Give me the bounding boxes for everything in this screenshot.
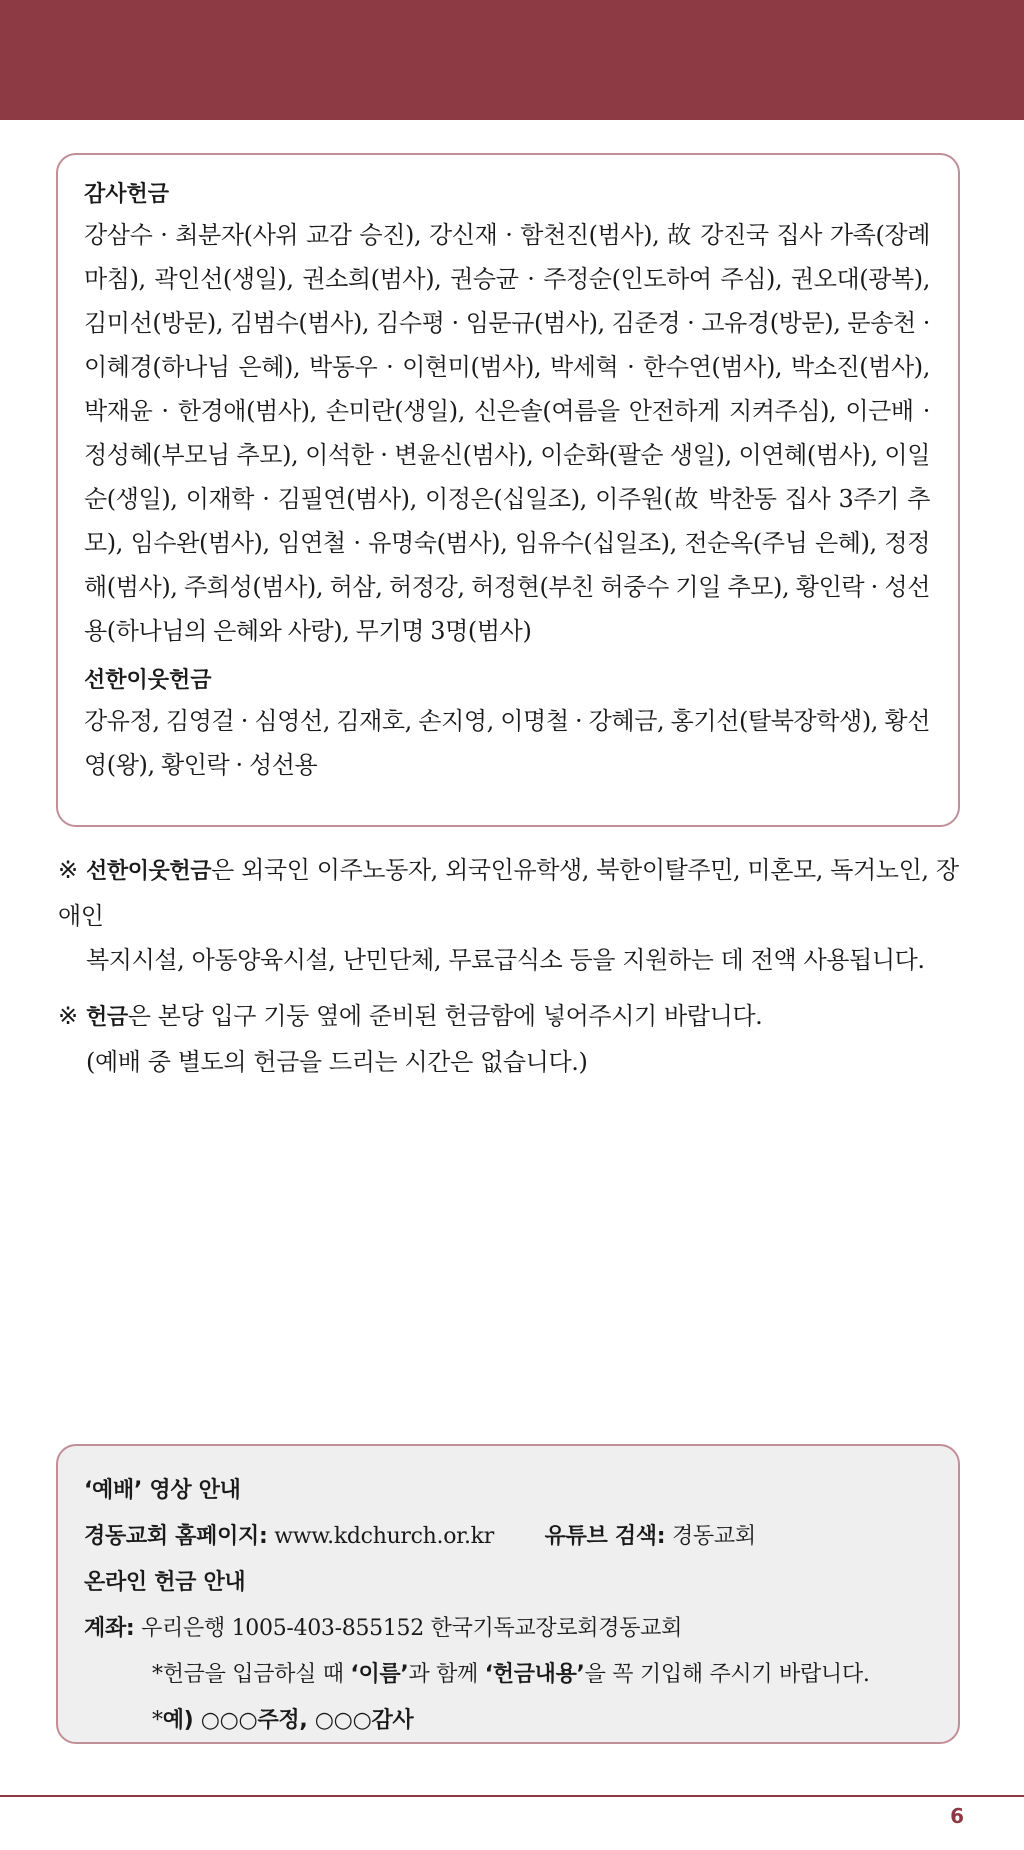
page-number: 6: [950, 1804, 964, 1828]
video-guide-title: ‘예배’ 영상 안내: [84, 1478, 241, 1503]
youtube-search-term: 경동교회: [671, 1524, 756, 1549]
account-value: 우리은행 1005-403-855152 한국기독교장로회경동교회: [141, 1616, 683, 1641]
offering-notes: [58, 848, 968, 1096]
worship-info-box: [56, 1444, 960, 1744]
deposit-example-text: 예) ○○○주정, ○○○감사: [162, 1708, 414, 1733]
note-keyword: 선한이웃헌금: [86, 859, 212, 884]
offering-list-box: [56, 153, 960, 827]
homepage-url[interactable]: www.kdchurch.or.kr: [274, 1524, 494, 1549]
note-neighbor-usage: [58, 848, 968, 982]
note-continuation: (예배 중 별도의 헌금을 드리는 시간은 없습니다.): [86, 1048, 588, 1076]
note-offering-box: [58, 994, 968, 1084]
deposit-example: [84, 1698, 930, 1744]
note-text: 은 외국인 이주노동자, 외국인유학생, 북한이탈주민, 미혼모, 독거노인, 장애인: [58, 856, 959, 930]
deposit-note-text: *헌금을 입금하실 때: [152, 1662, 351, 1687]
footer-rule: [0, 1795, 1024, 1797]
thanksgiving-title: 감사헌금: [84, 182, 170, 207]
note-continuation: 복지시설, 아동양육시설, 난민단체, 무료급식소 등을 지원하는 데 전액 사용됩니다.: [86, 946, 925, 974]
account-label: 계좌:: [84, 1616, 135, 1641]
homepage-line: [84, 1514, 930, 1560]
deposit-note-content: ‘헌금내용’: [484, 1662, 585, 1687]
neighbor-offering-list: 강유정, 김영걸 · 심영선, 김재호, 손지영, 이명철 · 강혜금, 홍기선(탈북장학생), 황선영(왕), 황인락 · 성선용: [84, 707, 930, 779]
reference-mark: ※: [58, 1002, 78, 1030]
header-band: [0, 0, 1024, 120]
note-text: 은 본당 입구 기둥 옆에 준비된 헌금함에 넣어주시기 바랍니다.: [127, 1002, 763, 1030]
deposit-note-name: ‘이름’: [350, 1662, 409, 1687]
online-offering-title: 온라인 헌금 안내: [84, 1570, 246, 1595]
note-keyword: 헌금: [86, 1005, 128, 1030]
homepage-label: 경동교회 홈페이지:: [84, 1524, 268, 1549]
deposit-note-text: 을 꼭 기입해 주시기 바랍니다.: [584, 1662, 870, 1687]
thanksgiving-list: 강삼수 · 최분자(사위 교감 승진), 강신재 · 함천진(범사), 故 강진국 집사 가족(장례 마침), 곽인선(생일), 권소희(범사), 권승균 · 주정순(인도하여 주심), 권오대(광복), 김미선(방문), 김범수(범사), 김수평 · 임문규(범사), 김준경 · 고유경(방문), 문송천 · 이혜경(하나님 은혜), 박동우 · 이현미(범사), 박세혁 · 한수연(범사), 박소진(범사), 박재윤 · 한경애(범사), 손미란(생일), 신은솔(여름을 안전하게 지켜주심), 이근배 · 정성혜(부모님 추모), 이석한 · 변윤신(범사), 이순화(팔순 생일), 이연혜(범사), 이일순(생일), 이재학 · 김필연(범사), 이정은(십일조), 이주원(故 박찬동 집사 3주기 추모), 임수완(범사), 임연철 · 유명숙(범사), 임유수(십일조), 전순옥(주님 은혜), 정정해(범사), 주희성(범사), 허삼, 허정강, 허정현(부친 허중수 기일 추모), 황인락 · 성선용(하나님의 은혜와 사랑), 무기명 3명(범사): [84, 221, 930, 645]
deposit-note: [84, 1652, 930, 1698]
deposit-note-text: 과 함께: [408, 1662, 485, 1687]
reference-mark: ※: [58, 856, 78, 884]
deposit-example-prefix: *: [152, 1708, 163, 1733]
account-line: [84, 1606, 930, 1652]
youtube-label: 유튜브 검색:: [544, 1524, 666, 1549]
neighbor-offering-title: 선한이웃헌금: [84, 668, 212, 693]
